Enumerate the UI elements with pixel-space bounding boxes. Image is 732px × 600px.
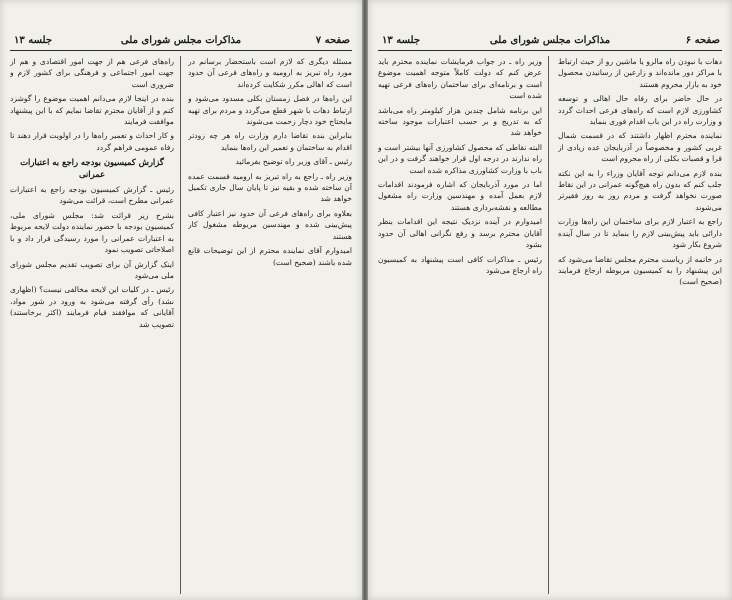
right-page-title: مذاکرات مجلس شورای ملی	[489, 35, 611, 46]
left-page-column-1	[188, 56, 352, 594]
paragraph: وزیر راه ـ راجع به راه تبریز به ارومیه قسمت عمده آن ساخته شده و بقیه نیز تا پایان سال جاری تکمیل خواهد شد	[188, 171, 352, 204]
paragraph: این برنامه شامل چندین هزار کیلومتر راه می‌باشد که به تدریج و بر حسب اعتبارات موجود ساخته خواهد شد	[378, 105, 542, 138]
paragraph: راجع به اعتبار لازم برای ساختمان این راه‌ها وزارت دارائی باید پیش‌بینی لازم را بنماید تا در سال آینده شروع بکار شود	[558, 217, 722, 250]
paragraph: این راه‌ها در فصل زمستان بکلی مسدود می‌شود و ارتباط دهات با شهر قطع می‌گردد و مردم برای تهیه مایحتاج خود دچار زحمت می‌شوند	[188, 94, 352, 127]
column-divider	[548, 56, 549, 594]
right-page-column-2	[378, 56, 542, 594]
right-page-session: جلسه ۱۳	[382, 35, 421, 46]
paragraph: امیدوارم آقای نماینده محترم از این توضیحات قانع شده باشند (صحیح است)	[188, 246, 352, 267]
paragraph: در خاتمه از ریاست محترم مجلس تقاضا می‌شود که این پیشنهاد را به کمیسیون مربوطه ارجاع فرمایند (صحیح است)	[558, 254, 722, 287]
paragraph: بشرح زیر قرائت شد: مجلس شورای ملی، کمیسیون بودجه با حضور نماینده دولت لایحه مربوط به اعتبارات عمرانی را مورد رسیدگی قرار داد و با اصلاحاتی تصویب نمود	[10, 210, 174, 255]
left-page-column-2	[10, 56, 174, 594]
right-page-header	[378, 34, 722, 51]
left-page-title: مذاکرات مجلس شورای ملی	[120, 35, 242, 46]
paragraph: البته نقاطی که محصول کشاورزی آنها بیشتر است و راه ندارند در درجه اول قرار خواهند گرفت و در این باب با وزارت کشاورزی مذاکره شده است	[378, 142, 542, 175]
paragraph: نماینده محترم اظهار داشتند که در قسمت شمال غربی کشور و مخصوصاً در آذربایجان عده زیادی از قرا و قصبات بکلی از راه محروم است	[558, 131, 722, 164]
column-divider	[180, 56, 181, 594]
left-page	[0, 0, 362, 600]
paragraph: رئیس ـ در کلیات این لایحه مخالفی نیست؟ (اظهاری نشد) رأی گرفته می‌شود به ورود در شور مواد، آقایانی که موافقند قیام فرمایند (اکثر برخاستند) تصویب شد	[10, 285, 174, 329]
section-heading: گزارش کمیسیون بودجه راجع به اعتبارات عمرانی	[20, 157, 164, 179]
right-page-number: صفحه ۶	[685, 35, 720, 46]
paragraph: رئیس ـ آقای وزیر راه توضیح بفرمائید	[235, 157, 352, 167]
left-page-header	[10, 34, 352, 51]
left-page-session: جلسه ۱۳	[14, 35, 53, 46]
paragraph: بنابراین بنده تقاضا دارم وزارت راه هر چه زودتر اقدام به ساختمان و تعمیر این راه‌ها بنماید	[188, 131, 352, 152]
paragraph: بعلاوه برای راه‌های فرعی آن حدود نیز اعتبار کافی پیش‌بینی شده و مهندسین مربوطه مشغول کار هستند	[188, 208, 352, 241]
paragraph: امیدوارم در آینده نزدیک نتیجه این اقدامات بنظر آقایان محترم برسد و رفع نگرانی اهالی آن حدود بشود	[378, 217, 542, 250]
paragraph: مسئله دیگری که لازم است باستحضار برسانم در مورد راه تبریز به ارومیه و راه‌های فرعی آن حدود است که اهالی مکرر شکایت کرده‌اند	[188, 57, 352, 89]
paragraph: اما در مورد آذربایجان که اشاره فرمودند اقدامات لازم بعمل آمده و مهندسین وزارت راه مشغول مطالعه و نقشه‌برداری هستند	[378, 180, 542, 212]
paragraph: راه‌های فرعی هم از جهت امور اقتصادی و هم از جهت امور اجتماعی و فرهنگی برای کشور لازم و ضروری است	[10, 57, 174, 89]
paragraph: بنده در اینجا لازم می‌دانم اهمیت موضوع را گوشزد کنم و از آقایان محترم تقاضا نمایم که با این پیشنهاد موافقت فرمایند	[10, 94, 174, 127]
paragraph: اینک گزارش آن برای تصویب تقدیم مجلس شورای ملی می‌شود	[10, 259, 174, 280]
paragraph: بنده لازم می‌دانم توجه آقایان وزراء را به این نکته جلب کنم که بدون راه هیچ‌گونه عمرانی در این نقاط صورت نخواهد گرفت و مردم روز به روز فقیرتر می‌شوند	[558, 168, 722, 212]
paragraph: دهات با نبودن راه مالرو یا ماشین رو از حیث ارتباط با مراکز دور مانده‌اند و زارعین از رسانیدن محصول خود به بازار محروم هستند	[558, 57, 722, 89]
paragraph: رئیس ـ مذاکرات کافی است پیشنهاد به کمیسیون راه ارجاع می‌شود	[378, 254, 542, 275]
left-page-columns	[10, 56, 352, 594]
left-page-number: صفحه ۷	[315, 35, 350, 46]
right-page-column-1	[558, 56, 722, 594]
paragraph: در حال حاضر برای رفاه حال اهالی و توسعه کشاورزی لازم است که راه‌های فرعی احداث گردد و وزارت راه در این باب اقدام فوری بنماید	[558, 94, 722, 127]
right-page	[368, 0, 732, 600]
paragraph: و کار احداث و تعمیر راه‌ها را در اولویت قرار دهند تا رفاه عمومی فراهم گردد	[10, 131, 174, 152]
right-page-columns	[378, 56, 722, 594]
paragraph: رئیس ـ گزارش کمیسیون بودجه راجع به اعتبارات عمرانی مطرح است، قرائت می‌شود	[10, 185, 174, 206]
paragraph: وزیر راه ـ در جواب فرمایشات نماینده محترم باید عرض کنم که دولت کاملاً متوجه اهمیت موضوع است و برنامه‌ای برای ساختمان راه‌های فرعی تهیه شده است	[378, 57, 542, 101]
